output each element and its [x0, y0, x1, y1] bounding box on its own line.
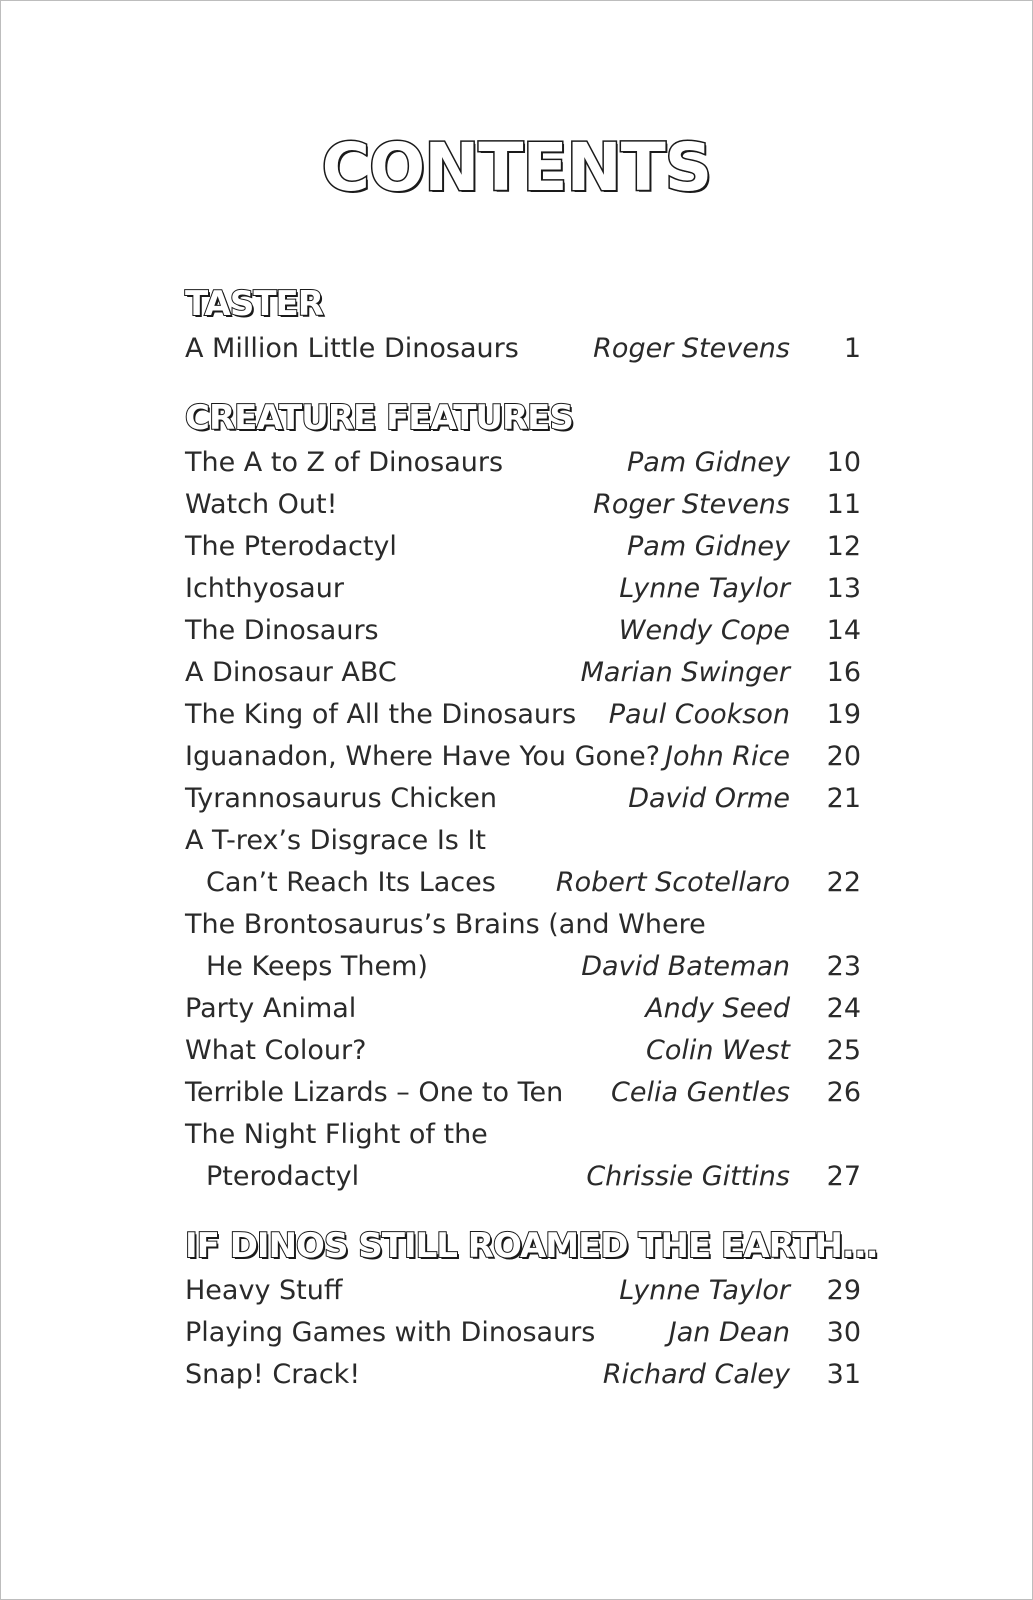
- entry-author: Paul Cookson: [608, 699, 790, 730]
- entry-title-continued: Pterodactyl: [206, 1161, 360, 1192]
- toc-section: [185, 394, 885, 1198]
- entry-page-number: 14: [826, 615, 861, 646]
- entry-title: The Dinosaurs: [185, 615, 379, 646]
- toc-entry[interactable]: [185, 694, 885, 736]
- toc-entry[interactable]: [185, 778, 885, 820]
- toc-entry[interactable]: [185, 568, 885, 610]
- entry-page-number: 11: [826, 489, 861, 520]
- entry-author: Chrissie Gittins: [586, 1161, 790, 1192]
- entry-author: Robert Scotellaro: [555, 867, 790, 898]
- entry-author: Lynne Taylor: [619, 1275, 790, 1306]
- toc-entry[interactable]: [185, 442, 885, 484]
- entry-author: Marian Swinger: [580, 657, 790, 688]
- entry-author: David Orme: [628, 783, 790, 814]
- entry-title: The A to Z of Dinosaurs: [185, 447, 504, 478]
- entry-page-number: 1: [843, 333, 861, 364]
- entry-title: Terrible Lizards – One to Ten: [185, 1077, 564, 1108]
- entry-author: Andy Seed: [645, 993, 790, 1024]
- entry-author: Jan Dean: [668, 1317, 790, 1348]
- toc-section: [185, 1222, 885, 1396]
- toc-entry[interactable]: [185, 988, 885, 1030]
- entry-page-number: 25: [826, 1035, 861, 1066]
- toc-entry[interactable]: [185, 484, 885, 526]
- toc-entry[interactable]: [185, 1030, 885, 1072]
- toc-entry[interactable]: [185, 1114, 885, 1198]
- toc-entry[interactable]: [185, 904, 885, 988]
- entry-page-number: 16: [826, 657, 861, 688]
- entry-page-number: 29: [826, 1275, 861, 1306]
- entry-title: Watch Out!: [185, 489, 338, 520]
- entry-page-number: 30: [826, 1317, 861, 1348]
- toc-entry[interactable]: [185, 328, 885, 370]
- entry-author: Roger Stevens: [593, 489, 790, 520]
- entry-author: Richard Caley: [602, 1359, 790, 1390]
- entry-title: The King of All the Dinosaurs: [185, 699, 577, 730]
- entry-page-number: 19: [826, 699, 861, 730]
- entry-page-number: 27: [826, 1161, 861, 1192]
- entry-title: What Colour?: [185, 1035, 367, 1066]
- entry-title: Heavy Stuff: [185, 1275, 343, 1306]
- entry-page-number: 26: [826, 1077, 861, 1108]
- entry-title: A Dinosaur ABC: [185, 657, 397, 688]
- section-heading: CREATURE FEATURES: [185, 398, 573, 438]
- entry-title: Snap! Crack!: [185, 1359, 361, 1390]
- entry-author: David Bateman: [581, 951, 790, 982]
- toc-entry[interactable]: [185, 652, 885, 694]
- entry-title: Ichthyosaur: [185, 573, 344, 604]
- section-heading: TASTER: [185, 284, 323, 324]
- section-heading: IF DINOS STILL ROAMED THE EARTH...: [185, 1226, 878, 1266]
- entry-title: A T-rex’s Disgrace Is It: [185, 825, 487, 856]
- entry-page-number: 10: [826, 447, 861, 478]
- toc-entry[interactable]: [185, 820, 885, 904]
- entry-author: Celia Gentles: [610, 1077, 790, 1108]
- toc-section: [185, 280, 885, 370]
- entry-author: Pam Gidney: [627, 531, 790, 562]
- entry-page-number: 20: [826, 741, 861, 772]
- entry-title: Tyrannosaurus Chicken: [185, 783, 497, 814]
- entry-page-number: 31: [826, 1359, 861, 1390]
- table-of-contents: [185, 280, 885, 1420]
- toc-entry[interactable]: [185, 610, 885, 652]
- toc-entry[interactable]: [185, 1312, 885, 1354]
- entry-title: The Pterodactyl: [185, 531, 397, 562]
- toc-entry[interactable]: [185, 736, 885, 778]
- entry-page-number: 12: [826, 531, 861, 562]
- entry-title: The Brontosaurus’s Brains (and Where: [185, 909, 706, 940]
- entry-author: Pam Gidney: [627, 447, 790, 478]
- entry-page-number: 13: [826, 573, 861, 604]
- toc-entry[interactable]: [185, 526, 885, 568]
- entry-page-number: 22: [826, 867, 861, 898]
- entry-title: The Night Flight of the: [185, 1119, 488, 1150]
- page-title: CONTENTS: [321, 129, 712, 206]
- entry-author: John Rice: [664, 741, 790, 772]
- entry-page-number: 24: [826, 993, 861, 1024]
- toc-entry[interactable]: [185, 1072, 885, 1114]
- entry-author: Roger Stevens: [593, 333, 790, 364]
- entry-author: Wendy Cope: [618, 615, 790, 646]
- entry-page-number: 23: [826, 951, 861, 982]
- entry-author: Lynne Taylor: [619, 573, 790, 604]
- entry-page-number: 21: [826, 783, 861, 814]
- entry-author: Colin West: [645, 1035, 790, 1066]
- entry-title: A Million Little Dinosaurs: [185, 333, 519, 364]
- toc-entry[interactable]: [185, 1354, 885, 1396]
- entry-title: Iguanadon, Where Have You Gone?: [185, 741, 661, 772]
- entry-title-continued: He Keeps Them): [206, 951, 428, 982]
- entry-title: Party Animal: [185, 993, 357, 1024]
- toc-entry[interactable]: [185, 1270, 885, 1312]
- entry-title-continued: Can’t Reach Its Laces: [206, 867, 496, 898]
- entry-title: Playing Games with Dinosaurs: [185, 1317, 596, 1348]
